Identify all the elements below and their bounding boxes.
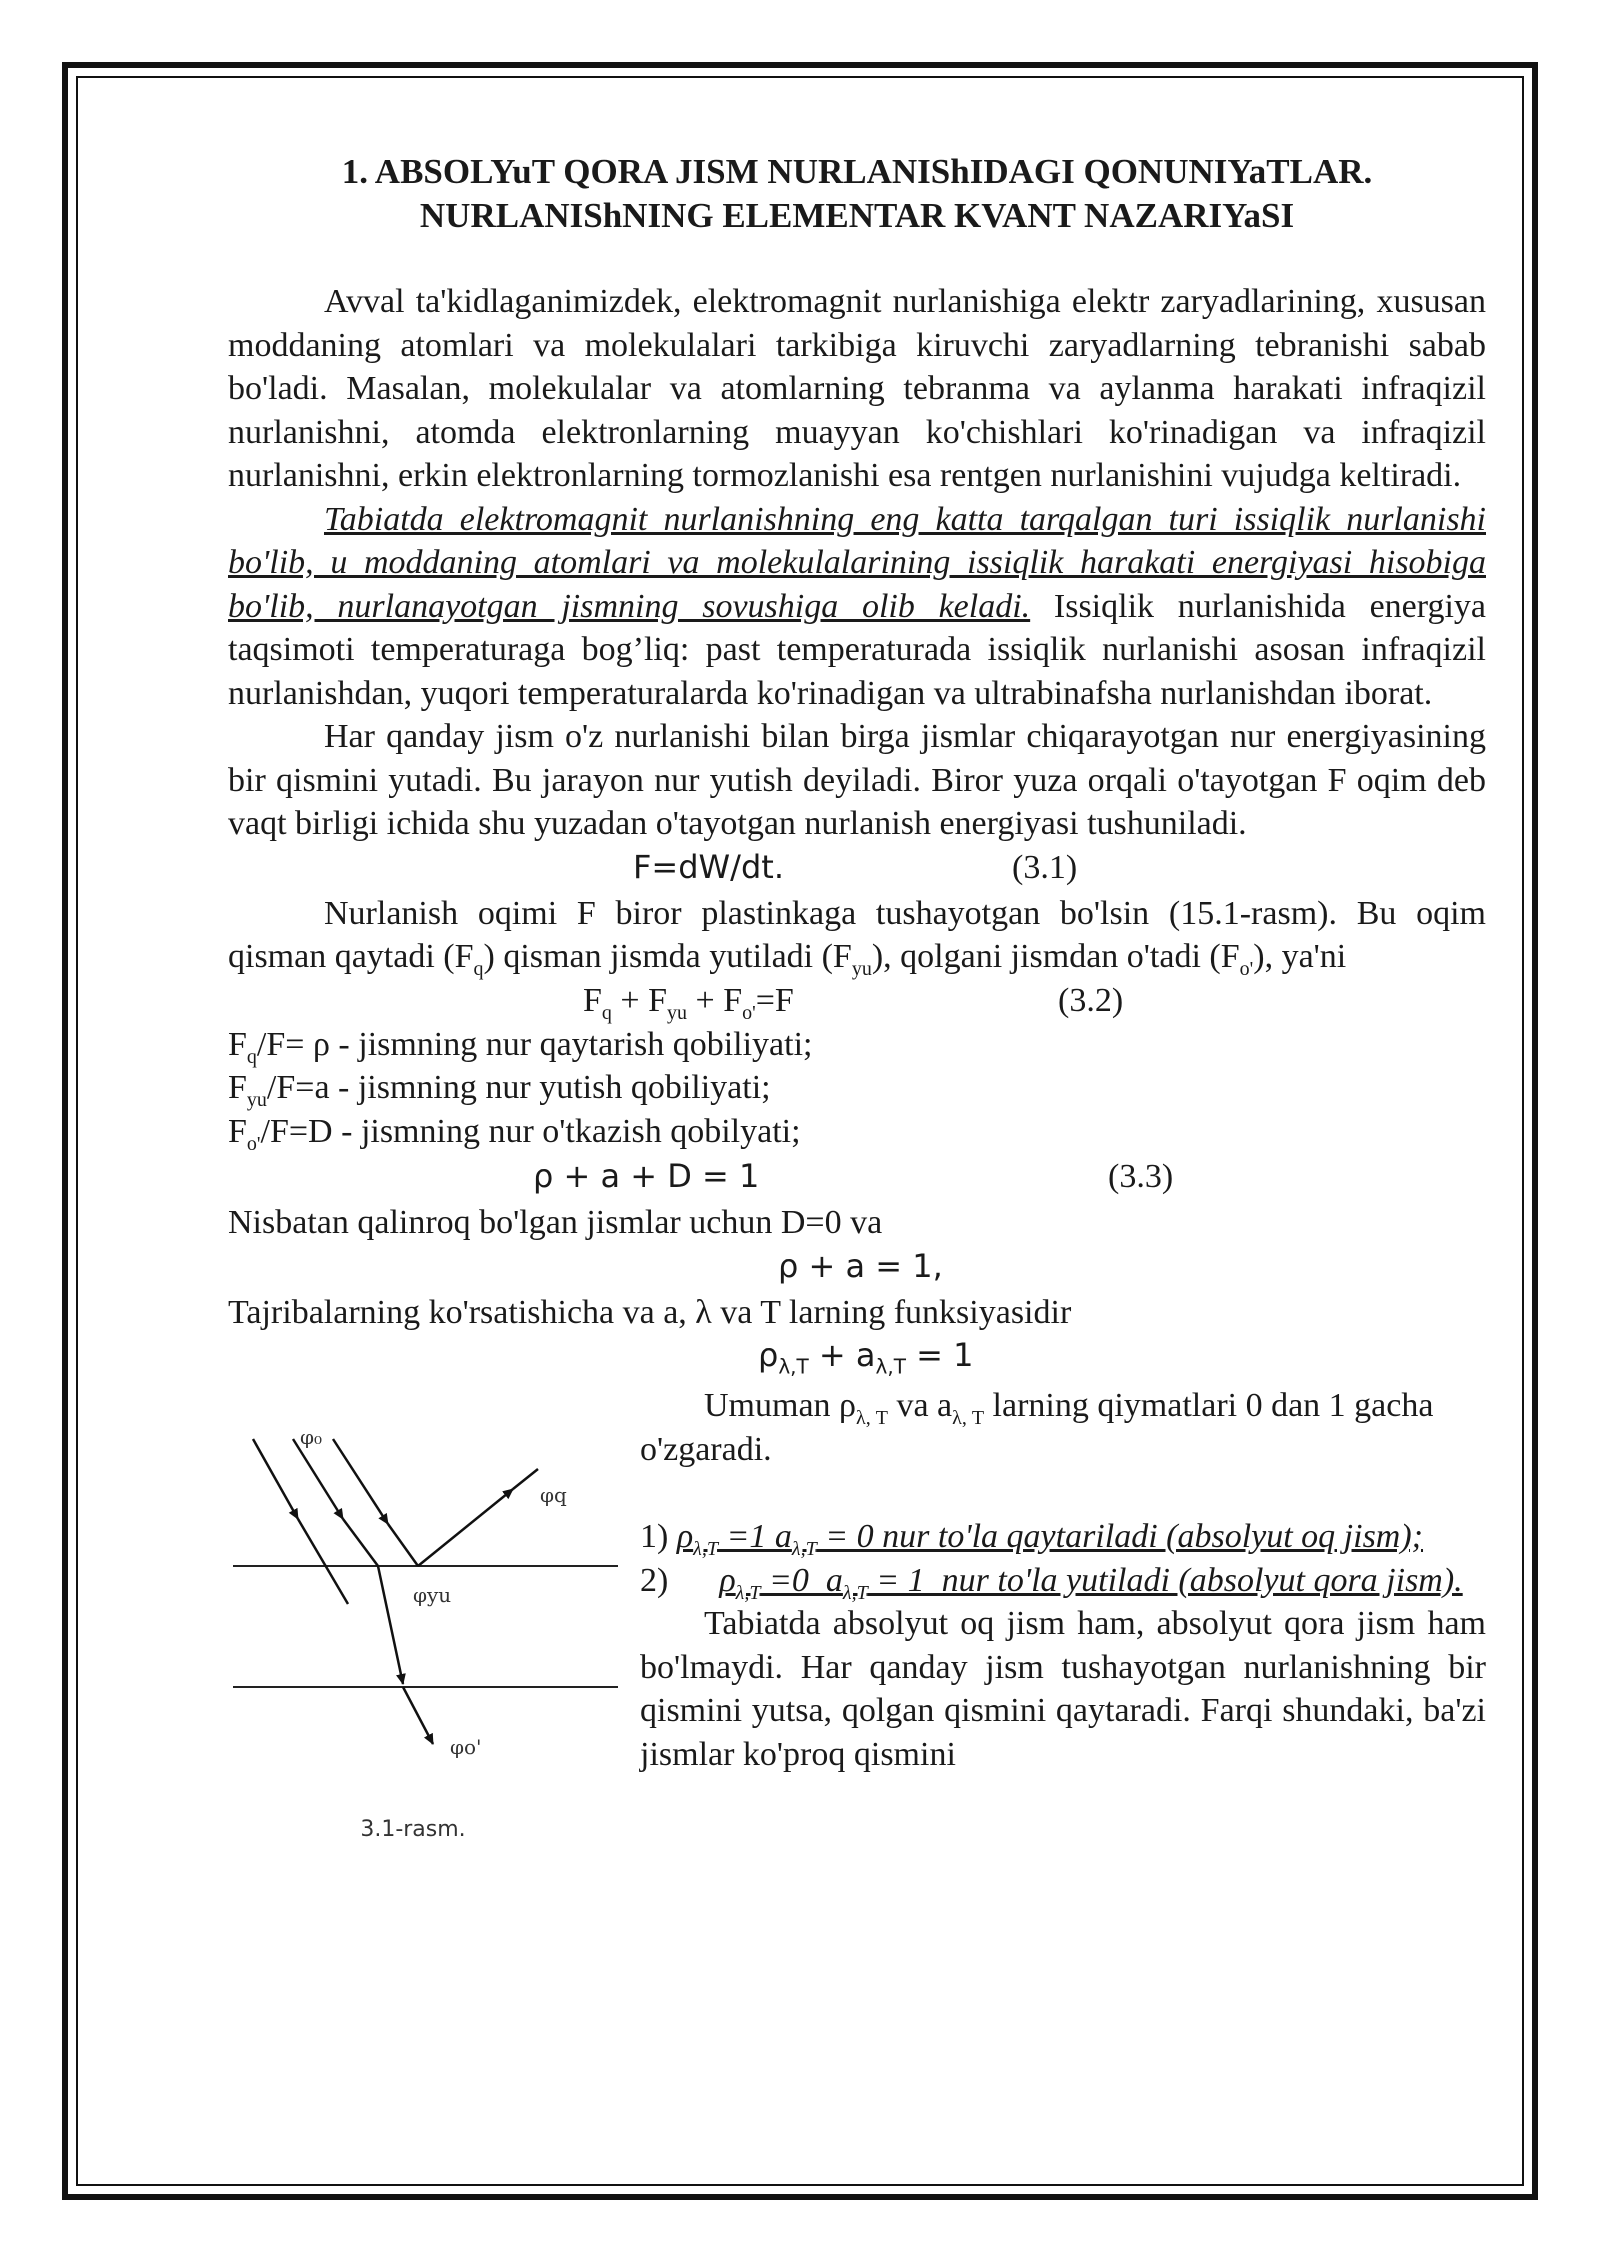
equation-rho-a-formula: ρ + a = 1, bbox=[778, 1246, 943, 1285]
item1-num: 1) bbox=[640, 1518, 677, 1555]
eq5-plus: + a bbox=[808, 1336, 876, 1374]
subscript-yu: yu bbox=[851, 957, 872, 980]
eq5-rho: ρ bbox=[758, 1336, 779, 1374]
item1-sub-1: λ,T bbox=[693, 1537, 718, 1560]
item1-body bbox=[676, 1518, 1424, 1560]
item2-eq: =0 a bbox=[760, 1561, 843, 1599]
rp1-sub-1: λ, T bbox=[856, 1406, 888, 1429]
incident-ray-3-arrow bbox=[333, 1439, 388, 1524]
label-phi-q: φq bbox=[540, 1483, 567, 1507]
incident-ray-2-arrow bbox=[293, 1439, 343, 1519]
figure-caption: 3.1-rasm. bbox=[360, 1817, 466, 1842]
eq5-sub-2: λ,T bbox=[875, 1354, 906, 1379]
paragraph-4-part-a: Nurlanish oqimi F biror plastinkaga tushayotgan bo'lsin (15.1-rasm). Bu oqim qisman qaytadi (F bbox=[228, 894, 1486, 975]
right-paragraph-1 bbox=[640, 1384, 1486, 1471]
definition-absorption bbox=[228, 1066, 1486, 1110]
def3-f: F bbox=[228, 1112, 247, 1150]
equation-rho-a-lambda-formula bbox=[758, 1334, 973, 1378]
paragraph-4 bbox=[228, 892, 1486, 979]
def2-text: /F=a - jismning nur yutish qobiliyati; bbox=[266, 1069, 771, 1106]
eq2-plus-2: + F bbox=[687, 981, 743, 1019]
bottom-section bbox=[228, 1384, 1486, 1904]
rp1-a: Umuman ρ bbox=[704, 1387, 857, 1424]
incident-ray-1-arrow bbox=[253, 1439, 298, 1519]
list-item-2 bbox=[640, 1559, 1486, 1603]
incident-ray-2 bbox=[343, 1519, 378, 1566]
eq2-plus-1: + F bbox=[611, 981, 668, 1019]
item2-num: 2) bbox=[640, 1561, 720, 1599]
paragraph-4-part-d: ), ya'ni bbox=[1253, 938, 1347, 975]
equation-rho-a-lambda bbox=[228, 1334, 1486, 1384]
right-paragraph-2: Tabiatda absolyut oq jism ham, absolyut qora jism ham bo'lmaydi. Har qanday jism tushayotgan nurlanishning bir qismini yutsa, qolgan qismini qaytaradi. Farqi shundaki, ba'zi jismlar ko'proq qismini bbox=[640, 1605, 1486, 1773]
reflected-ray-arrow bbox=[418, 1489, 513, 1566]
page-title bbox=[228, 150, 1486, 238]
refracted-ray bbox=[378, 1566, 403, 1684]
equation-3-1-formula: F=dW/dt. bbox=[633, 847, 784, 886]
title-line-2: NURLANIShNING ELEMENTAR KVANT NAZARIYaSI bbox=[419, 196, 1295, 235]
paragraph-1: Avval ta'kidlaganimizdek, elektromagnit nurlanishiga elektr zaryadlarining, xususan moddaning atomlari va molekulalari tarkibiga kiruvchi zaryadlarning tebranishi sabab bo'ladi. Masalan, molekulalar va atomlarning tebranma va aylanma harakati infraqizil nurlanishni, atomda elektronlarning muayyan ko'chishlari ko'rinadigan va infraqizil nurlanishni, erkin elektronlarning tormozlanishi esa rentgen nurlanishini vujudga keltiradi. bbox=[228, 283, 1486, 494]
paragraph-4-part-c: ), qolgani jismdan o'tadi (F bbox=[871, 938, 1240, 975]
eq2-sub-yu: yu bbox=[667, 1001, 688, 1024]
def1-f: F bbox=[228, 1025, 247, 1063]
line-thick-bodies: Nisbatan qalinroq bo'lgan jismlar uchun D=0 va bbox=[228, 1204, 883, 1241]
eq2-tail: =F bbox=[755, 981, 794, 1019]
label-phi-o: φo' bbox=[450, 1735, 482, 1759]
paragraph-4-part-b: ) qisman jismda yutiladi (F bbox=[483, 938, 852, 975]
def1-sub: q bbox=[246, 1045, 257, 1068]
def2-sub: yu bbox=[246, 1088, 267, 1111]
rp1-b: va a bbox=[887, 1387, 953, 1424]
line-function: Tajribalarning ko'rsatishicha va a, λ va T larning funksiyasidir bbox=[228, 1293, 1072, 1331]
title-line-1: 1. ABSOLYuT QORA JISM NURLANIShIDAGI QONUNIYaTLAR. bbox=[341, 152, 1373, 191]
right-column bbox=[640, 1384, 1486, 1776]
item2-rest: = 1 nur to'la yutiladi (absolyut qora jism). bbox=[867, 1561, 1463, 1599]
item2-body bbox=[719, 1561, 1463, 1604]
equation-3-1 bbox=[228, 846, 1486, 892]
paragraph-2-definition: Tabiatda elektromagnit nurlanishning eng katta tarqalgan turi issiqlik nurlanishi bo'lib, u moddaning atomlari va molekulalarining issiqlik harakati energiyasi hisobiga bo'lib, nurlanayotgan jismning sovushiga olib keladi. bbox=[228, 500, 1486, 625]
item2-sub-1: λ,T bbox=[735, 1581, 761, 1604]
item2-rho: ρ bbox=[719, 1561, 736, 1599]
item1-eq: =1 a bbox=[717, 1518, 792, 1555]
item2-sub-2: λ,T bbox=[842, 1581, 868, 1604]
eq5-tail: = 1 bbox=[905, 1336, 974, 1374]
page-content bbox=[228, 150, 1486, 1904]
equation-3-3-formula: ρ + a + D = 1 bbox=[533, 1157, 760, 1195]
def1-text: /F= ρ - jismning nur qaytarish qobiliyati; bbox=[256, 1025, 813, 1063]
eq2-sub-q: q bbox=[601, 1001, 612, 1024]
label-phi-yu: φyu bbox=[413, 1583, 452, 1607]
equation-3-1-number: (3.1) bbox=[1012, 848, 1078, 886]
rp1-c: larning qiymatlari 0 dan 1 gacha o'zgaradi. bbox=[640, 1387, 1434, 1468]
equation-3-2-number: (3.2) bbox=[1058, 981, 1124, 1019]
eq2-sub-o: o' bbox=[742, 1001, 756, 1024]
spacer bbox=[640, 1471, 1486, 1515]
definition-reflection bbox=[228, 1023, 1486, 1067]
subscript-o: o' bbox=[1239, 957, 1254, 980]
eq5-sub-1: λ,T bbox=[778, 1354, 809, 1379]
paragraph-3: Har qanday jism o'z nurlanishi bilan birga jismlar chiqarayotgan nur energiyasining bir qismini yutadi. Bu jarayon nur yutish deyiladi. Biror yuza orqali o'tayotgan F oqim deb vaqt birligi ichida shu yuzadan o'tayotgan nurlanish energiyasi tushuniladi. bbox=[228, 718, 1486, 842]
rp1-sub-2: λ, T bbox=[952, 1406, 985, 1429]
reflected-ray bbox=[513, 1469, 538, 1489]
item1-sub-2: λ,T bbox=[791, 1537, 817, 1560]
def2-f: F bbox=[228, 1069, 247, 1106]
equation-rho-a bbox=[228, 1245, 1486, 1291]
equation-3-3-number: (3.3) bbox=[1108, 1158, 1174, 1195]
def3-sub: o' bbox=[246, 1132, 261, 1155]
transmitted-ray bbox=[403, 1687, 433, 1744]
equation-3-2 bbox=[228, 979, 1486, 1023]
list-item-1 bbox=[640, 1515, 1486, 1559]
item1-rest: = 0 nur to'la qaytariladi (absolyut oq jism); bbox=[816, 1518, 1424, 1555]
label-phi-0: φ₀ bbox=[300, 1425, 323, 1449]
paragraph-2-rest: Issiqlik nurlanishida energiya taqsimoti temperaturaga bog’liq: past temperaturada issiqlik nurlanishi asosan infraqizil nurlanishdan, yuqori temperaturalarda ko'rinadigan va ultrabinafsha nurlanishdan iborat. bbox=[228, 587, 1486, 712]
def3-text: /F=D - jismning nur o'tkazish qobilyati; bbox=[260, 1112, 801, 1150]
equation-3-3 bbox=[228, 1155, 1486, 1201]
definition-transmission bbox=[228, 1110, 1486, 1154]
equation-3-2-formula bbox=[583, 979, 794, 1023]
incident-ray-3 bbox=[388, 1524, 418, 1566]
subscript-q: q bbox=[473, 957, 484, 980]
paragraph-2 bbox=[228, 498, 1486, 716]
item1-rho: ρ bbox=[676, 1518, 694, 1555]
eq2-f: F bbox=[583, 981, 602, 1019]
figure-reflection-refraction bbox=[228, 1384, 628, 1844]
incident-ray-1 bbox=[298, 1519, 348, 1604]
